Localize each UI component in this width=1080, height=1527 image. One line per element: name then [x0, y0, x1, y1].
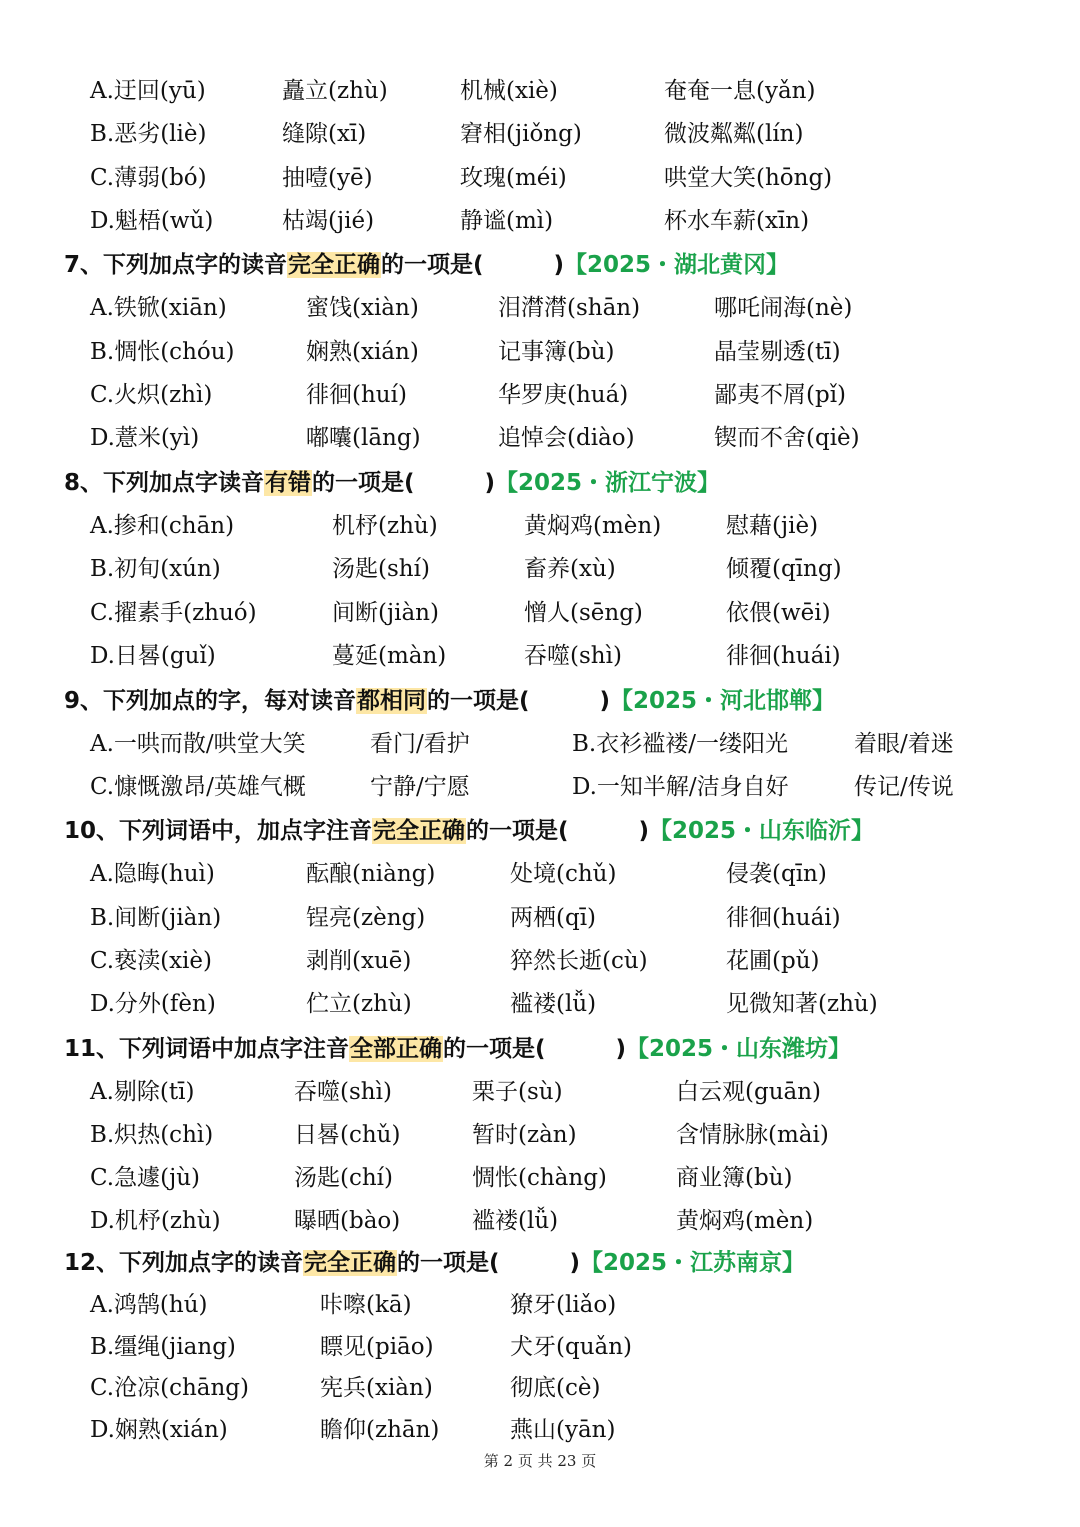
option-item: 泪潸潸(shān) — [498, 295, 641, 321]
option-item: 畜养(xù) — [524, 556, 616, 582]
option-item: D.魁梧(wǔ) — [90, 208, 214, 234]
option-item: 汤匙(chí) — [294, 1165, 393, 1191]
question-text: 的一项是( — [427, 688, 530, 714]
option-item: 曝晒(bào) — [294, 1208, 401, 1234]
source-tag: 【2025・河北邯郸】 — [610, 688, 836, 714]
option-item: 依偎(wēi) — [726, 600, 831, 626]
option-item: 褴褛(lǚ) — [510, 991, 597, 1017]
question-stem — [64, 810, 1064, 852]
question-text: 7、下列加点字的读音 — [64, 252, 288, 278]
option-item: B.缰绳(jiang) — [90, 1334, 236, 1360]
option-row — [0, 71, 1080, 111]
option-item: 徘徊(huái) — [726, 905, 841, 931]
option-row — [0, 984, 1080, 1024]
option-item: D.一知半解/洁身自好 — [572, 774, 789, 800]
option-item: 商业簿(bù) — [676, 1165, 793, 1191]
closing-paren: ) — [484, 470, 496, 496]
option-row — [0, 854, 1080, 894]
option-item: 剥削(xuē) — [306, 948, 412, 974]
question-stem — [64, 462, 1064, 504]
option-item: 蜜饯(xiàn) — [306, 295, 419, 321]
highlighted-keyword: 完全正确 — [288, 252, 381, 278]
option-item: A.掺和(chān) — [90, 513, 235, 539]
highlighted-keyword: 有错 — [265, 470, 312, 496]
option-item: 酝酿(niàng) — [306, 861, 436, 887]
option-item: 猝然长逝(cù) — [510, 948, 648, 974]
option-item: 暂时(zàn) — [472, 1122, 577, 1148]
option-item: 静谧(mì) — [460, 208, 554, 234]
option-item: 燕山(yān) — [510, 1417, 616, 1443]
question-text: 11、下列词语中加点字注音 — [64, 1036, 350, 1062]
option-row — [0, 767, 1080, 807]
option-item: D.机杼(zhù) — [90, 1208, 221, 1234]
option-item: 黄焖鸡(mèn) — [524, 513, 662, 539]
option-row — [0, 506, 1080, 546]
option-item: 追悼会(diào) — [498, 425, 635, 451]
option-item: 瞻仰(zhān) — [320, 1417, 440, 1443]
option-item: C.薄弱(bó) — [90, 165, 207, 191]
option-item: 窘相(jiǒng) — [460, 121, 582, 147]
option-item: 瞟见(piāo) — [320, 1334, 434, 1360]
source-tag: 【2025・浙江宁波】 — [495, 470, 721, 496]
option-item: C.急遽(jù) — [90, 1165, 200, 1191]
option-row — [0, 1201, 1080, 1241]
option-item: 两栖(qī) — [510, 905, 597, 931]
option-row — [0, 636, 1080, 676]
question-text: 的一项是( — [466, 818, 569, 844]
source-tag: 【2025・山东潍坊】 — [626, 1036, 852, 1062]
option-item: 锃亮(zèng) — [306, 905, 426, 931]
option-item: 侵袭(qīn) — [726, 861, 827, 887]
closing-paren: ) — [638, 818, 650, 844]
option-item: 白云观(guān) — [676, 1079, 822, 1105]
option-item: 含情脉脉(mài) — [676, 1122, 829, 1148]
option-row — [0, 418, 1080, 458]
source-tag: 【2025・江苏南京】 — [580, 1250, 806, 1276]
question-text: 的一项是( — [312, 470, 415, 496]
option-item: A.迂回(yū) — [90, 78, 206, 104]
option-row — [0, 549, 1080, 589]
option-item: 蔓延(màn) — [332, 643, 447, 669]
option-item: 徘徊(huái) — [726, 643, 841, 669]
option-item: C.慷慨激昂/英雄气概 — [90, 774, 306, 800]
option-item: 看门/看护 — [370, 731, 470, 757]
option-item: 哪吒闹海(nè) — [714, 295, 853, 321]
option-item: 慰藉(jiè) — [726, 513, 819, 539]
option-row — [0, 1285, 1080, 1325]
option-item: 吞噬(shì) — [524, 643, 622, 669]
option-item: 机杼(zhù) — [332, 513, 438, 539]
option-item: 嘟囔(lāng) — [306, 425, 421, 451]
question-stem — [64, 680, 1064, 722]
question-text: 8、下列加点字读音 — [64, 470, 265, 496]
question-stem — [64, 1028, 1064, 1070]
option-item: 着眼/着迷 — [854, 731, 954, 757]
option-item: 矗立(zhù) — [282, 78, 388, 104]
option-row — [0, 158, 1080, 198]
option-item: 记事簿(bù) — [498, 339, 615, 365]
option-row — [0, 1368, 1080, 1408]
source-tag: 【2025・湖北黄冈】 — [564, 252, 790, 278]
option-item: 吞噬(shì) — [294, 1079, 392, 1105]
option-item: 倾覆(qīng) — [726, 556, 842, 582]
option-item: 伫立(zhù) — [306, 991, 412, 1017]
source-tag: 【2025・山东临沂】 — [649, 818, 875, 844]
question-text: 10、下列词语中，加点字注音 — [64, 818, 373, 844]
option-item: 褴褛(lǚ) — [472, 1208, 559, 1234]
option-item: A.鸿鹄(hú) — [90, 1292, 208, 1318]
option-item: C.亵渎(xiè) — [90, 948, 212, 974]
option-item: B.初旬(xún) — [90, 556, 221, 582]
option-item: D.薏米(yì) — [90, 425, 200, 451]
option-item: A.一哄而散/哄堂大笑 — [90, 731, 306, 757]
closing-paren: ) — [615, 1036, 627, 1062]
option-row — [0, 375, 1080, 415]
page-footer: 第 2 页 共 23 页 — [483, 1452, 597, 1470]
option-row — [0, 1072, 1080, 1112]
closing-paren: ) — [599, 688, 611, 714]
option-item: A.铁锨(xiān) — [90, 295, 227, 321]
closing-paren: ) — [569, 1250, 581, 1276]
option-item: 汤匙(shí) — [332, 556, 430, 582]
option-item: 枯竭(jié) — [282, 208, 375, 234]
option-row — [0, 724, 1080, 764]
option-item: 宁静/宁愿 — [370, 774, 470, 800]
option-item: 间断(jiàn) — [332, 600, 439, 626]
option-item: 獠牙(liǎo) — [510, 1292, 617, 1318]
option-row — [0, 1115, 1080, 1155]
option-item: A.剔除(tī) — [90, 1079, 195, 1105]
option-row — [0, 898, 1080, 938]
option-item: 花圃(pǔ) — [726, 948, 820, 974]
option-item: 宪兵(xiàn) — [320, 1375, 433, 1401]
option-item: A.隐晦(huì) — [90, 861, 215, 887]
highlighted-keyword: 全部正确 — [350, 1036, 443, 1062]
option-item: B.炽热(chì) — [90, 1122, 214, 1148]
option-item: 彻底(cè) — [510, 1375, 601, 1401]
question-text: 的一项是( — [443, 1036, 546, 1062]
option-item: 处境(chǔ) — [510, 861, 617, 887]
question-text: 的一项是( — [381, 252, 484, 278]
option-row — [0, 941, 1080, 981]
option-item: D.分外(fèn) — [90, 991, 216, 1017]
option-item: 缝隙(xī) — [282, 121, 367, 147]
option-item: 杯水车薪(xīn) — [664, 208, 810, 234]
question-text: 9、下列加点的字，每对读音 — [64, 688, 357, 714]
option-row — [0, 201, 1080, 241]
option-item: D.娴熟(xián) — [90, 1417, 228, 1443]
option-item: 传记/传说 — [854, 774, 954, 800]
option-row — [0, 1327, 1080, 1367]
option-item: 见微知著(zhù) — [726, 991, 878, 1017]
option-item: B.恶劣(liè) — [90, 121, 207, 147]
option-item: 日晷(chǔ) — [294, 1122, 401, 1148]
option-row — [0, 114, 1080, 154]
option-row — [0, 1410, 1080, 1450]
option-item: 微波粼粼(lín) — [664, 121, 804, 147]
highlighted-keyword: 完全正确 — [373, 818, 466, 844]
closing-paren: ) — [553, 252, 565, 278]
option-item: B.衣衫褴褛/一缕阳光 — [572, 731, 788, 757]
option-row — [0, 1158, 1080, 1198]
option-item: 鄙夷不屑(pǐ) — [714, 382, 847, 408]
question-text: 12、下列加点字的读音 — [64, 1250, 304, 1276]
option-item: C.沧凉(chāng) — [90, 1375, 249, 1401]
option-item: 惆怅(chàng) — [472, 1165, 607, 1191]
option-row — [0, 288, 1080, 328]
option-item: 玫瑰(méi) — [460, 165, 567, 191]
option-item: 机械(xiè) — [460, 78, 558, 104]
option-item: 犬牙(quǎn) — [510, 1334, 633, 1360]
option-item: 哄堂大笑(hōng) — [664, 165, 833, 191]
option-item: B.惆怅(chóu) — [90, 339, 235, 365]
question-text: 的一项是( — [397, 1250, 500, 1276]
question-stem — [64, 1242, 1064, 1284]
option-item: 徘徊(huí) — [306, 382, 407, 408]
option-item: 锲而不舍(qiè) — [714, 425, 860, 451]
highlighted-keyword: 完全正确 — [304, 1250, 397, 1276]
option-row — [0, 593, 1080, 633]
option-item: 晶莹剔透(tī) — [714, 339, 841, 365]
option-item: 咔嚓(kā) — [320, 1292, 412, 1318]
option-item: C.火炽(zhì) — [90, 382, 213, 408]
highlighted-keyword: 都相同 — [357, 688, 427, 714]
question-stem — [64, 244, 1064, 286]
option-row — [0, 332, 1080, 372]
option-item: 憎人(sēng) — [524, 600, 643, 626]
option-item: 华罗庚(huá) — [498, 382, 629, 408]
option-item: D.日晷(guǐ) — [90, 643, 216, 669]
option-item: 栗子(sù) — [472, 1079, 563, 1105]
option-item: 娴熟(xián) — [306, 339, 419, 365]
option-item: 黄焖鸡(mèn) — [676, 1208, 814, 1234]
option-item: 抽噎(yē) — [282, 165, 373, 191]
option-item: 奄奄一息(yǎn) — [664, 78, 816, 104]
option-item: B.间断(jiàn) — [90, 905, 222, 931]
option-item: C.擢素手(zhuó) — [90, 600, 257, 626]
